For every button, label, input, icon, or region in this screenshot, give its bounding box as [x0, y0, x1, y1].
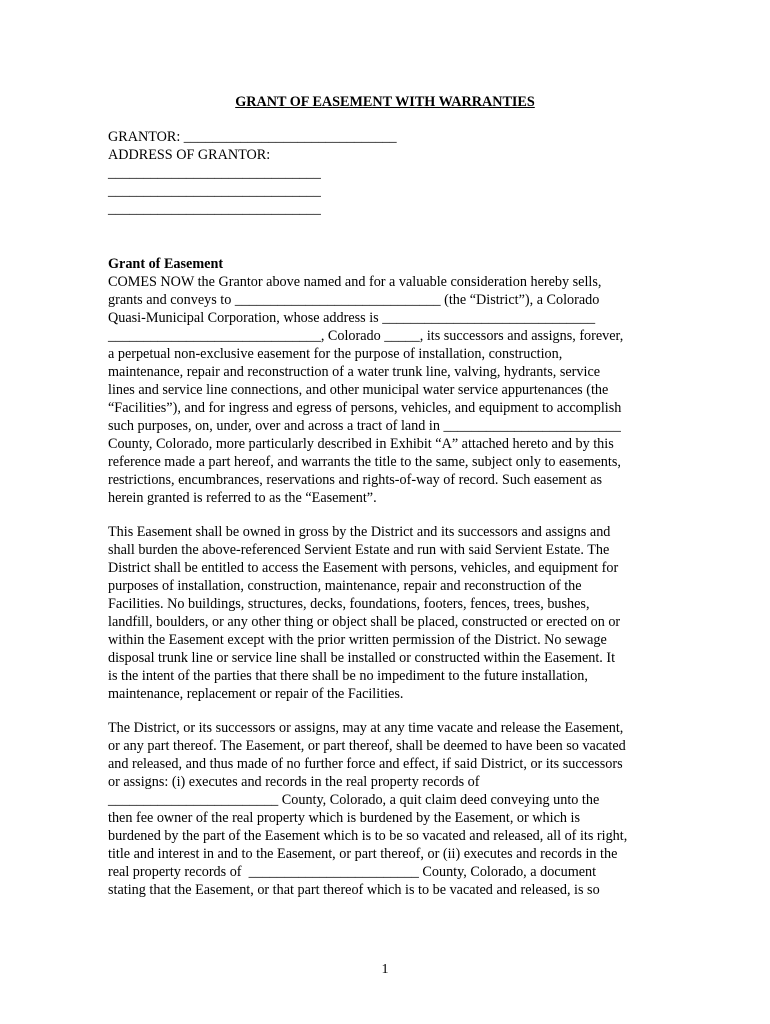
- grantor-address-label: ADDRESS OF GRANTOR:: [108, 147, 271, 163]
- paragraph-1-line: herein granted is referred to as the “Easement”.: [108, 490, 377, 506]
- paragraph-1-line: reference made a part hereof, and warrants the title to the same, subject only to easements,: [108, 454, 621, 470]
- paragraph-3-line: burdened by the part of the Easement which is to be so vacated and released, all of its right,: [108, 828, 628, 844]
- paragraph-3-line: real property records of ________________________ County, Colorado, a document: [108, 864, 597, 880]
- paragraph-1-line: maintenance, repair and reconstruction of a water trunk line, valving, hydrants, service: [108, 364, 601, 380]
- paragraph-3-line: stating that the Easement, or that part thereof which is to be vacated and released, is so: [108, 882, 600, 898]
- paragraph-2-line: shall burden the above-referenced Servient Estate and run with said Servient Estate. The: [108, 542, 610, 558]
- paragraph-1-line: restrictions, encumbrances, reservations and rights-of-way of record. Such easement as: [108, 472, 603, 488]
- grantor-address-blank-1: ______________________________: [108, 165, 321, 181]
- paragraph-1-line: grants and conveys to _____________________________ (the “District”), a Colorado: [108, 292, 600, 308]
- page-number: 1: [381, 962, 389, 977]
- paragraph-3-line: or any part thereof. The Easement, or part thereof, shall be deemed to have been so vacated: [108, 738, 626, 754]
- paragraph-2-line: purposes of installation, construction, maintenance, repair and reconstruction of the: [108, 578, 582, 594]
- paragraph-1-line: lines and service line connections, and other municipal water service appurtenances (the: [108, 382, 609, 398]
- grantor-line: GRANTOR: ______________________________: [108, 129, 397, 145]
- paragraph-3: [108, 719, 668, 899]
- paragraph-2: [108, 523, 668, 703]
- paragraph-2-line: This Easement shall be owned in gross by the District and its successors and assigns and: [108, 524, 611, 540]
- paragraph-3-line: and released, and thus made of no further force and effect, if said District, or its successors: [108, 756, 623, 772]
- section-heading: Grant of Easement: [108, 256, 224, 272]
- paragraph-2-line: is the intent of the parties that there shall be no impediment to the future installation,: [108, 668, 588, 684]
- paragraph-3-line: The District, or its successors or assigns, may at any time vacate and release the Easement,: [108, 720, 624, 736]
- grantor-address-blank-2: ______________________________: [108, 183, 321, 199]
- grantor-header-block: [108, 128, 668, 218]
- document-title: GRANT OF EASEMENT WITH WARRANTIES: [235, 94, 535, 110]
- paragraph-2-line: Facilities. No buildings, structures, decks, foundations, footers, fences, trees, bushes,: [108, 596, 590, 612]
- paragraph-1-line: Quasi-Municipal Corporation, whose address is ______________________________: [108, 310, 596, 326]
- paragraph-3-line: or assigns: (i) executes and records in the real property records of: [108, 774, 480, 790]
- paragraph-2-line: landfill, boulders, or any other thing or object shall be placed, constructed or erected on or: [108, 614, 621, 630]
- paragraph-1-line: ______________________________, Colorado _____, its successors and assigns, forever,: [108, 328, 624, 344]
- paragraph-2-line: within the Easement except with the prior written permission of the District. No sewage: [108, 632, 607, 648]
- grantor-address-blank-3: ______________________________: [108, 201, 321, 217]
- paragraph-3-line: ________________________ County, Colorado, a quit claim deed conveying unto the: [108, 792, 600, 808]
- grant-of-easement-section: [108, 255, 668, 507]
- paragraph-1-line: “Facilities”), and for ingress and egress of persons, vehicles, and equipment to accomplish: [108, 400, 622, 416]
- paragraph-3-line: title and interest in and to the Easement, or part thereof, or (ii) executes and records in the: [108, 846, 618, 862]
- paragraph-3-line: then fee owner of the real property which is burdened by the Easement, or which is: [108, 810, 580, 826]
- paragraph-1-line: County, Colorado, more particularly described in Exhibit “A” attached hereto and by this: [108, 436, 614, 452]
- paragraph-1-line: COMES NOW the Grantor above named and for a valuable consideration hereby sells,: [108, 274, 602, 290]
- paragraph-1-line: a perpetual non-exclusive easement for the purpose of installation, construction,: [108, 346, 563, 362]
- paragraph-2-line: disposal trunk line or service line shall be installed or constructed within the Easement. It: [108, 650, 616, 666]
- paragraph-1-line: such purposes, on, under, over and across a tract of land in _________________________: [108, 418, 621, 434]
- paragraph-2-line: District shall be entitled to access the Easement with persons, vehicles, and equipment for: [108, 560, 619, 576]
- paragraph-2-line: maintenance, replacement or repair of the Facilities.: [108, 686, 404, 702]
